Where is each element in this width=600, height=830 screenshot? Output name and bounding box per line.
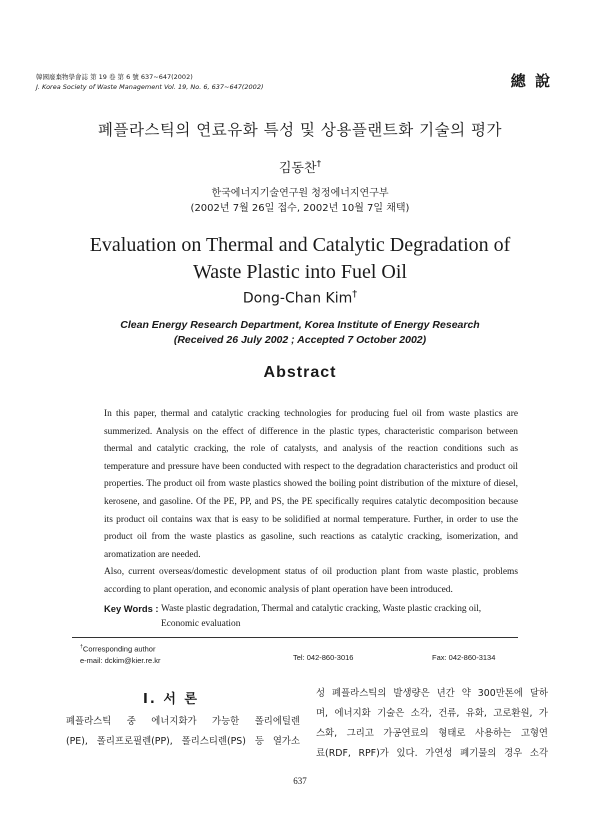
body-column-right (316, 684, 548, 764)
affiliation-korean (0, 186, 600, 216)
abstract-body (104, 406, 518, 600)
section-type-label: 總 說 (510, 72, 552, 90)
journal-citation-ko: 韓國廢棄物學會誌 第 19 卷 第 6 號 637~647(2002) (36, 73, 193, 81)
title-en-line1: Evaluation on Thermal and Catalytic Degradation of (89, 234, 511, 256)
author-fax: Fax: 042-860-3134 (432, 653, 496, 662)
affiliation-english (0, 318, 600, 348)
body-column-left (66, 712, 300, 752)
corresponding-label: Corresponding author (82, 644, 156, 654)
affiliation-en-text: Clean Energy Research Department, Korea Institute of Energy Research (120, 319, 480, 331)
body-line: 폐플라스틱 중 에너지화가 가능한 폴리에틸렌 (66, 716, 300, 727)
keywords-text: Waste plastic degradation, Thermal and catalytic cracking, Waste plastic cracking oil, Economic evaluation (161, 604, 482, 629)
title-en-line2: Waste Plastic into Fuel Oil (193, 261, 407, 283)
dates-en-text: (Received 26 July 2002 ; Accepted 7 October 2002) (173, 334, 427, 346)
abstract-paragraph-1: In this paper, thermal and catalytic cracking technologies for producing fuel oil from waste plastics are summerized. Analysis on the effect of difference in the plastic types, characteristic comparison between thermal and catalytic cracking, the role of catalysts, and analysis of the reaction conditions such as temperature and pressure have been conducted with respect to the degradation characteristics and product oil properties. The product oil from waste plastics showed the boiling point distribution of the mixture of diesel, kerosene, and gasoline. Of the PE, PP, and PS, the PE specifically requires catalytic decomposition because its product oil contains wax that is easy to be solidified at normal temperature. Further, in order to use the product oil from the waste plastics as gasoline, such reactions as catalytic cracking, isomerization, and aromatization are needed. (104, 409, 518, 560)
body-line: 스화, 그리고 가공연료의 형태로 사용하는 고형연 (316, 728, 548, 739)
body-line: (PE), 폴리프로필렌(PP), 폴리스티렌(PS) 등 열가소 (66, 736, 300, 747)
abstract-paragraph-2: Also, current overseas/domestic development status of oil production plant from waste plastic, problems according to plant operation, and economic analysis of plant operation have been introduced. (104, 567, 518, 595)
author-korean (0, 157, 600, 176)
journal-citation-en: J. Korea Society of Waste Management Vol. 19, No. 6, 637~647(2002) (36, 83, 264, 91)
body-line: 성 폐플라스틱의 발생량은 년간 약 300만톤에 달하 (316, 688, 548, 699)
footnote-dagger: † (80, 644, 83, 650)
title-english (0, 232, 600, 286)
author-tel: Tel: 042-860-3016 (293, 653, 354, 662)
author-name-ko: 김동찬 (278, 161, 317, 176)
keywords-block (104, 602, 518, 631)
body-line: 료(RDF, RPF)가 있다. 가연성 폐기물의 경우 소각 (316, 748, 548, 759)
journal-header (36, 72, 264, 92)
corresponding-footnote (80, 642, 161, 666)
abstract-heading: Abstract (263, 364, 337, 381)
author-email: e-mail: dckim@kier.re.kr (80, 655, 161, 665)
dates-ko-text: (2002년 7월 26일 접수, 2002년 10월 7일 채택) (190, 203, 410, 214)
dagger-mark-en: † (352, 289, 358, 300)
title-korean: 폐플라스틱의 연료유화 특성 및 상용플랜트화 기술의 평가 (98, 121, 502, 139)
author-english (0, 289, 600, 307)
body-line: 며, 에너지화 기술은 소각, 건류, 유화, 고로환원, 가 (316, 708, 548, 719)
section-heading-introduction: Ⅰ. 서 론 (143, 692, 199, 707)
affiliation-ko-text: 한국에너지기술연구원 청정에너지연구부 (211, 188, 389, 199)
keywords-label: Key Words : (104, 603, 159, 614)
page-number: 637 (293, 776, 307, 786)
footnote-divider (72, 637, 518, 638)
dagger-mark: † (316, 159, 322, 170)
author-name-en: Dong-Chan Kim (242, 290, 353, 307)
